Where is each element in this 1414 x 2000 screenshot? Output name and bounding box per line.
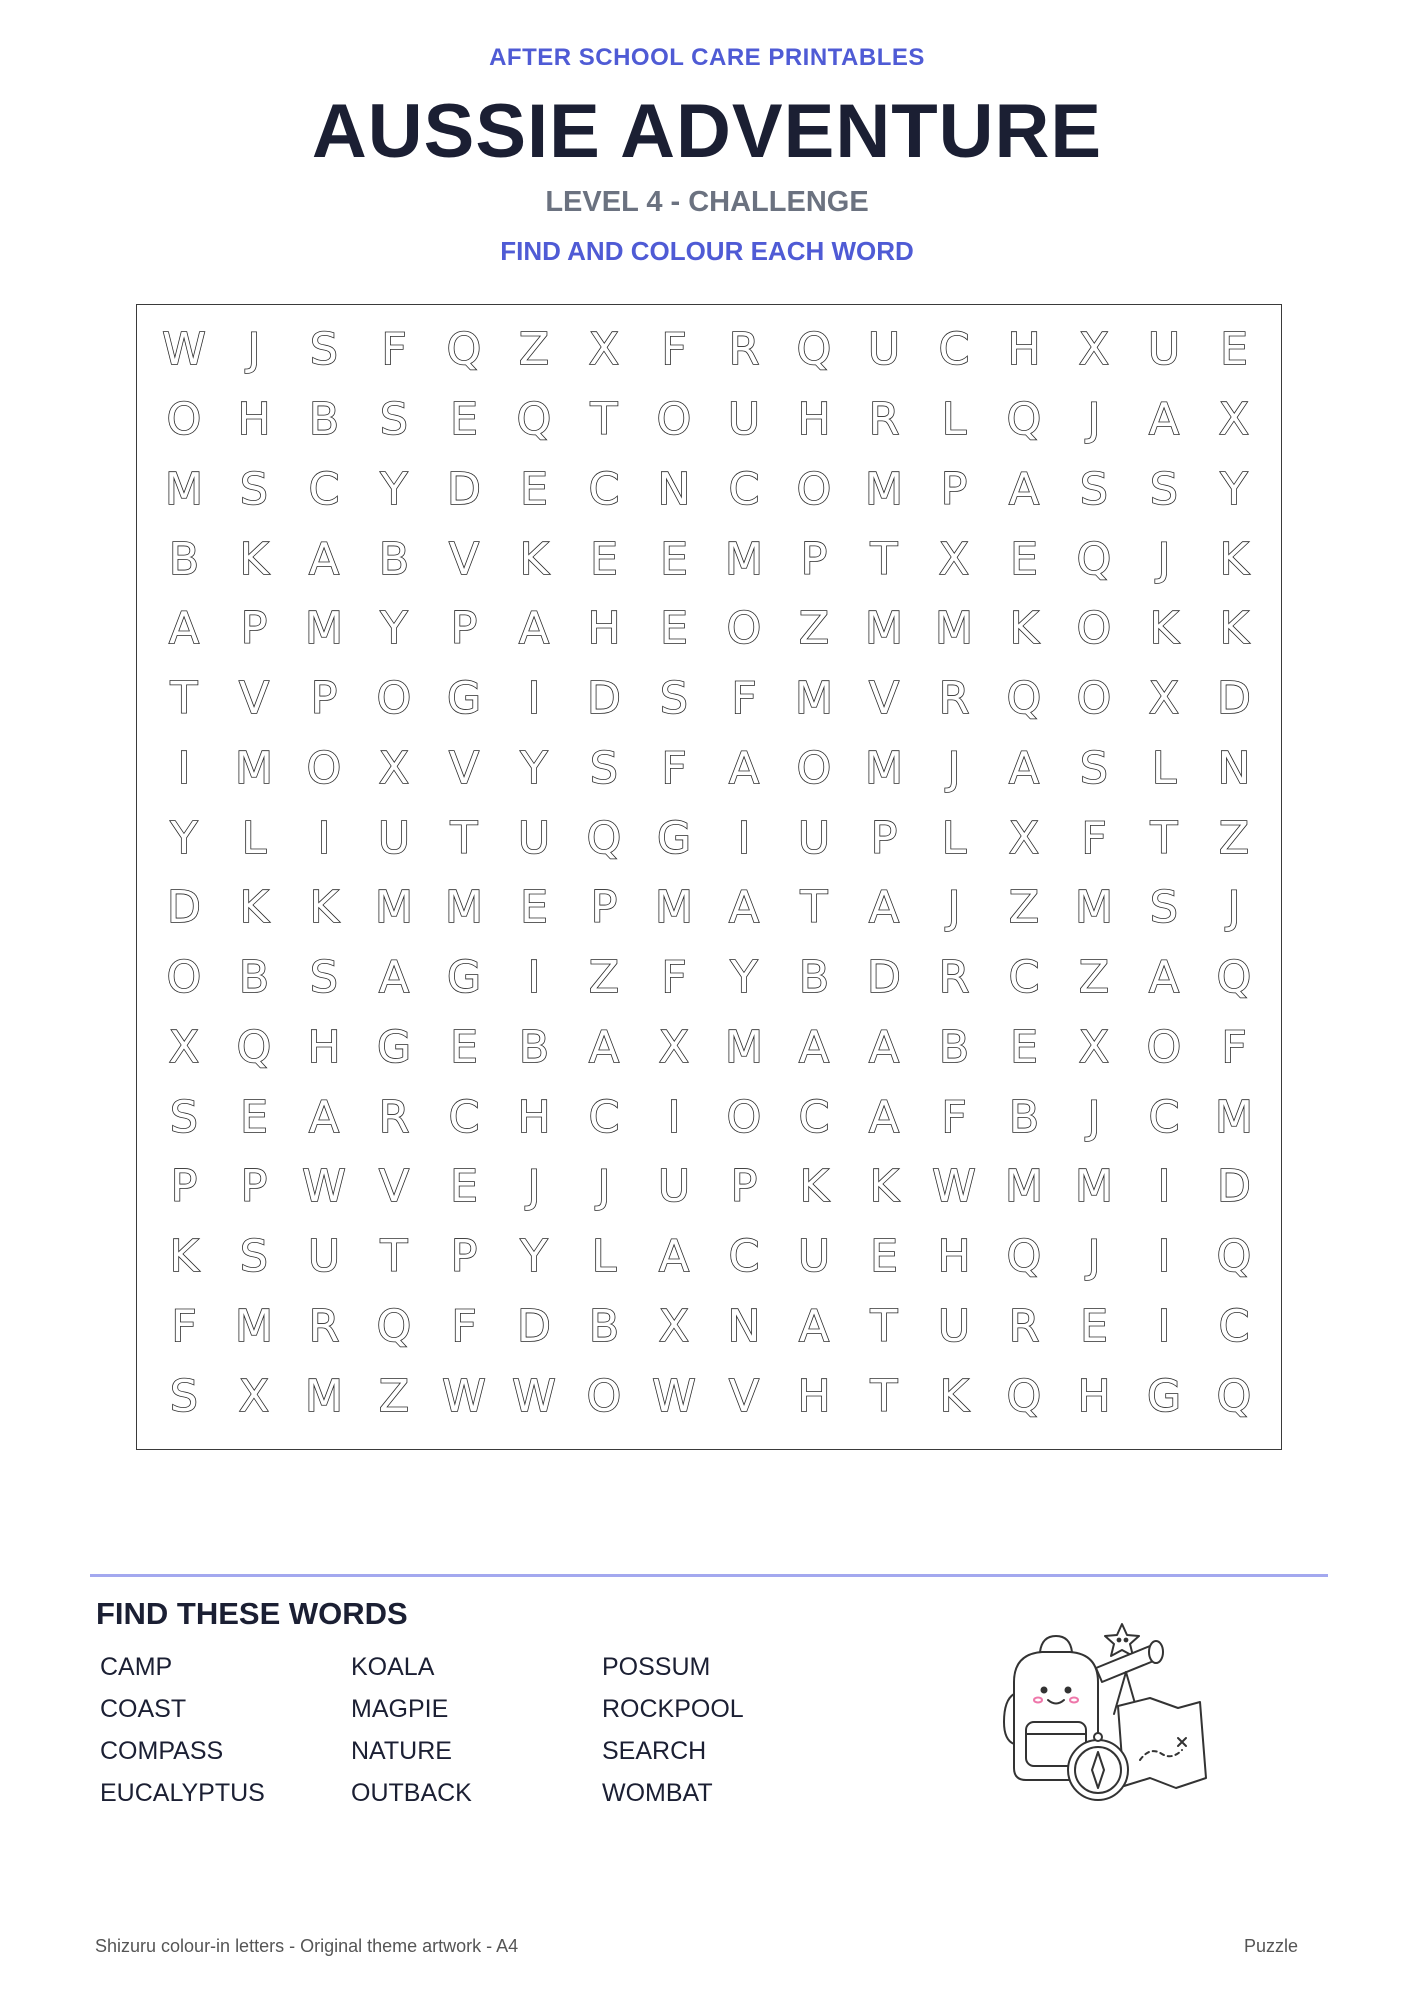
- grid-letter[interactable]: T: [380, 1231, 408, 1283]
- word-item: EUCALYPTUS: [100, 1779, 265, 1807]
- word-item: KOALA: [351, 1653, 435, 1681]
- grid-letter[interactable]: H: [797, 394, 831, 446]
- grid-letter[interactable]: M: [1005, 1161, 1043, 1213]
- grid-letter[interactable]: Q: [1006, 673, 1042, 725]
- grid-letter[interactable]: Q: [516, 394, 552, 446]
- grid-letter[interactable]: I: [1157, 1161, 1171, 1213]
- grid-letter[interactable]: X: [1078, 1021, 1110, 1073]
- grid-letter[interactable]: Q: [1216, 1231, 1252, 1283]
- grid-letter[interactable]: C: [798, 1091, 830, 1143]
- grid-letter[interactable]: M: [795, 673, 833, 725]
- grid-letter[interactable]: Q: [236, 1021, 272, 1073]
- grid-letter[interactable]: T: [1150, 812, 1178, 864]
- grid-letter[interactable]: H: [797, 1370, 831, 1422]
- adventure-kit-icon: [1000, 1610, 1228, 1810]
- grid-letter[interactable]: K: [1219, 533, 1249, 585]
- grid-letter[interactable]: J: [1087, 1231, 1101, 1283]
- grid-letter[interactable]: Q: [1006, 1370, 1042, 1422]
- grid-letter[interactable]: Y: [520, 742, 548, 794]
- grid-letter[interactable]: F: [941, 1091, 967, 1143]
- grid-letter[interactable]: J: [527, 1161, 541, 1213]
- grid-letter[interactable]: C: [938, 324, 970, 376]
- grid-letter[interactable]: M: [1075, 1161, 1113, 1213]
- grid-letter[interactable]: L: [591, 1231, 617, 1283]
- grid-letter[interactable]: V: [238, 673, 270, 725]
- grid-letter[interactable]: I: [1157, 1231, 1171, 1283]
- grid-letter[interactable]: K: [169, 1231, 199, 1283]
- grid-letter[interactable]: M: [235, 742, 273, 794]
- grid-letter[interactable]: S: [380, 394, 408, 446]
- word-item: WOMBAT: [602, 1779, 713, 1807]
- grid-letter[interactable]: X: [588, 324, 620, 376]
- grid-letter[interactable]: I: [177, 742, 191, 794]
- grid-letter[interactable]: F: [731, 673, 757, 725]
- word-item: NATURE: [351, 1737, 452, 1765]
- grid-letter[interactable]: C: [448, 1091, 480, 1143]
- grid-letter[interactable]: G: [446, 673, 482, 725]
- grid-letter[interactable]: A: [168, 603, 200, 655]
- page-title: AUSSIE ADVENTURE: [311, 89, 1103, 174]
- grid-letter[interactable]: L: [941, 812, 967, 864]
- grid-letter[interactable]: K: [939, 1370, 969, 1422]
- grid-letter[interactable]: P: [940, 463, 968, 515]
- grid-letter[interactable]: P: [170, 1161, 198, 1213]
- grid-letter[interactable]: K: [1009, 603, 1039, 655]
- grid-letter[interactable]: S: [170, 1091, 198, 1143]
- grid-letter[interactable]: S: [1080, 742, 1108, 794]
- grid-letter[interactable]: D: [517, 1300, 551, 1352]
- grid-letter[interactable]: N: [657, 463, 691, 515]
- grid-letter[interactable]: X: [658, 1021, 690, 1073]
- grid-letter[interactable]: K: [1149, 603, 1179, 655]
- grid-letter[interactable]: W: [302, 1161, 346, 1213]
- grid-letter[interactable]: S: [310, 324, 338, 376]
- grid-letter[interactable]: A: [798, 1021, 830, 1073]
- grid-letter[interactable]: D: [447, 463, 481, 515]
- word-item: OUTBACK: [351, 1779, 472, 1807]
- grid-letter[interactable]: C: [588, 1091, 620, 1143]
- grid-letter[interactable]: T: [450, 812, 478, 864]
- grid-letter[interactable]: F: [661, 742, 687, 794]
- grid-letter[interactable]: B: [798, 952, 830, 1004]
- grid-letter[interactable]: P: [240, 603, 268, 655]
- word-item: MAGPIE: [351, 1695, 449, 1723]
- word-item: COAST: [100, 1695, 187, 1723]
- grid-letter[interactable]: G: [446, 952, 482, 1004]
- word-list-column-3: [602, 1646, 744, 1814]
- grid-letter[interactable]: T: [870, 1300, 898, 1352]
- grid-letter[interactable]: S: [1150, 463, 1178, 515]
- grid-letter[interactable]: X: [1218, 394, 1250, 446]
- grid-letter[interactable]: J: [947, 742, 961, 794]
- grid-letter[interactable]: T: [590, 394, 618, 446]
- grid-letter[interactable]: A: [518, 603, 550, 655]
- grid-letter[interactable]: Q: [1006, 1231, 1042, 1283]
- grid-letter[interactable]: K: [1219, 603, 1249, 655]
- grid-letter[interactable]: N: [727, 1300, 761, 1352]
- grid-letter[interactable]: V: [868, 673, 900, 725]
- grid-letter[interactable]: J: [247, 324, 261, 376]
- grid-letter[interactable]: X: [1008, 812, 1040, 864]
- grid-letter[interactable]: C: [1148, 1091, 1180, 1143]
- grid-letter[interactable]: D: [1217, 1161, 1251, 1213]
- word-list-column-2: [351, 1646, 472, 1814]
- grid-letter[interactable]: Z: [1078, 952, 1110, 1004]
- grid-letter[interactable]: Y: [730, 952, 758, 1004]
- grid-letter[interactable]: K: [799, 1161, 829, 1213]
- grid-letter[interactable]: F: [171, 1300, 197, 1352]
- grid-letter[interactable]: G: [376, 1021, 412, 1073]
- grid-letter[interactable]: U: [797, 1231, 831, 1283]
- grid-letter[interactable]: U: [1147, 324, 1181, 376]
- section-divider: [90, 1574, 1328, 1577]
- grid-letter[interactable]: A: [658, 1231, 690, 1283]
- grid-letter[interactable]: Q: [446, 324, 482, 376]
- grid-letter[interactable]: J: [1087, 394, 1101, 446]
- grid-letter[interactable]: O: [796, 463, 832, 515]
- grid-letter[interactable]: V: [378, 1161, 410, 1213]
- grid-letter[interactable]: E: [1080, 1300, 1108, 1352]
- grid-letter[interactable]: J: [1087, 1091, 1101, 1143]
- grid-letter[interactable]: U: [377, 812, 411, 864]
- grid-letter[interactable]: I: [667, 1091, 681, 1143]
- grid-letter[interactable]: X: [378, 742, 410, 794]
- grid-letter[interactable]: C: [588, 463, 620, 515]
- grid-letter[interactable]: O: [656, 394, 692, 446]
- grid-letter[interactable]: I: [527, 673, 541, 725]
- grid-letter[interactable]: U: [867, 324, 901, 376]
- grid-letter[interactable]: F: [1221, 1021, 1247, 1073]
- grid-letter[interactable]: Z: [378, 1370, 410, 1422]
- grid-letter[interactable]: Q: [796, 324, 832, 376]
- grid-letter[interactable]: P: [240, 1161, 268, 1213]
- grid-letter[interactable]: M: [235, 1300, 273, 1352]
- grid-letter[interactable]: D: [587, 673, 621, 725]
- grid-letter[interactable]: B: [378, 533, 410, 585]
- grid-letter[interactable]: B: [1008, 1091, 1040, 1143]
- grid-letter[interactable]: F: [451, 1300, 477, 1352]
- grid-letter[interactable]: W: [652, 1370, 696, 1422]
- grid-letter[interactable]: Z: [588, 952, 620, 1004]
- grid-letter[interactable]: O: [726, 603, 762, 655]
- grid-letter[interactable]: F: [661, 952, 687, 1004]
- grid-letter[interactable]: X: [238, 1370, 270, 1422]
- grid-letter[interactable]: L: [941, 394, 967, 446]
- grid-letter[interactable]: Y: [380, 463, 408, 515]
- grid-letter[interactable]: E: [450, 1161, 478, 1213]
- grid-letter[interactable]: V: [448, 742, 480, 794]
- grid-letter[interactable]: T: [870, 1370, 898, 1422]
- grid-letter[interactable]: Z: [1008, 882, 1040, 934]
- grid-letter[interactable]: W: [162, 324, 206, 376]
- grid-letter[interactable]: E: [870, 1231, 898, 1283]
- grid-letter[interactable]: S: [240, 463, 268, 515]
- grid-letter[interactable]: M: [305, 1370, 343, 1422]
- grid-letter[interactable]: E: [450, 394, 478, 446]
- grid-letter[interactable]: X: [1078, 324, 1110, 376]
- grid-letter[interactable]: E: [520, 882, 548, 934]
- grid-letter[interactable]: J: [1157, 533, 1171, 585]
- grid-letter[interactable]: Q: [586, 812, 622, 864]
- grid-letter[interactable]: U: [797, 812, 831, 864]
- grid-letter[interactable]: H: [1007, 324, 1041, 376]
- grid-letter[interactable]: X: [1148, 673, 1180, 725]
- word-list-column-1: [100, 1646, 265, 1814]
- grid-letter[interactable]: Y: [170, 812, 198, 864]
- grid-letter[interactable]: A: [728, 742, 760, 794]
- grid-letter[interactable]: E: [1010, 533, 1038, 585]
- grid-letter[interactable]: H: [587, 603, 621, 655]
- grid-letter[interactable]: K: [869, 1161, 899, 1213]
- grid-letter[interactable]: V: [728, 1370, 760, 1422]
- grid-letter[interactable]: L: [241, 812, 267, 864]
- grid-letter[interactable]: M: [935, 603, 973, 655]
- grid-letter[interactable]: D: [167, 882, 201, 934]
- grid-letter[interactable]: U: [727, 394, 761, 446]
- grid-letter[interactable]: A: [868, 1021, 900, 1073]
- grid-letter[interactable]: M: [165, 463, 203, 515]
- grid-letter[interactable]: P: [310, 673, 338, 725]
- grid-letter[interactable]: L: [1151, 742, 1177, 794]
- grid-letter[interactable]: B: [588, 1300, 620, 1352]
- word-item: POSSUM: [602, 1653, 711, 1681]
- grid-letter[interactable]: P: [800, 533, 828, 585]
- grid-letter[interactable]: I: [737, 812, 751, 864]
- grid-letter[interactable]: G: [656, 812, 692, 864]
- grid-letter[interactable]: X: [938, 533, 970, 585]
- word-item: SEARCH: [602, 1737, 707, 1765]
- grid-letter[interactable]: O: [726, 1091, 762, 1143]
- grid-letter[interactable]: R: [728, 324, 760, 376]
- grid-letter[interactable]: M: [1215, 1091, 1253, 1143]
- grid-letter[interactable]: Z: [798, 603, 830, 655]
- grid-letter[interactable]: O: [166, 952, 202, 1004]
- grid-letter[interactable]: E: [240, 1091, 268, 1143]
- grid-letter[interactable]: W: [512, 1370, 556, 1422]
- grid-letter[interactable]: Q: [1006, 394, 1042, 446]
- grid-letter[interactable]: E: [520, 463, 548, 515]
- grid-letter[interactable]: Q: [1216, 1370, 1252, 1422]
- grid-letter[interactable]: Y: [1220, 463, 1248, 515]
- grid-letter[interactable]: P: [450, 603, 478, 655]
- grid-letter[interactable]: O: [586, 1370, 622, 1422]
- grid-letter[interactable]: N: [1217, 742, 1251, 794]
- grid-letter[interactable]: M: [305, 603, 343, 655]
- grid-letter[interactable]: O: [376, 673, 412, 725]
- grid-letter[interactable]: B: [938, 1021, 970, 1073]
- grid-letter[interactable]: H: [937, 1231, 971, 1283]
- grid-letter[interactable]: K: [239, 882, 269, 934]
- grid-letter[interactable]: O: [166, 394, 202, 446]
- grid-letter[interactable]: A: [1148, 394, 1180, 446]
- grid-letter[interactable]: H: [237, 394, 271, 446]
- grid-letter[interactable]: P: [870, 812, 898, 864]
- grid-letter[interactable]: R: [1008, 1300, 1040, 1352]
- grid-letter[interactable]: E: [1220, 324, 1248, 376]
- grid-letter[interactable]: M: [445, 882, 483, 934]
- grid-letter[interactable]: U: [657, 1161, 691, 1213]
- grid-letter[interactable]: C: [1008, 952, 1040, 1004]
- grid-letter[interactable]: E: [660, 533, 688, 585]
- grid-letter[interactable]: P: [730, 1161, 758, 1213]
- grid-letter[interactable]: U: [307, 1231, 341, 1283]
- grid-letter[interactable]: A: [728, 882, 760, 934]
- word-item: COMPASS: [100, 1737, 224, 1765]
- grid-letter[interactable]: R: [308, 1300, 340, 1352]
- grid-letter[interactable]: A: [1008, 463, 1040, 515]
- instruction-label: FIND AND COLOUR EACH WORD: [500, 236, 914, 266]
- grid-letter[interactable]: T: [170, 673, 198, 725]
- grid-letter[interactable]: E: [660, 603, 688, 655]
- grid-letter[interactable]: C: [1218, 1300, 1250, 1352]
- grid-letter[interactable]: F: [381, 324, 407, 376]
- grid-letter[interactable]: F: [661, 324, 687, 376]
- grid-letter[interactable]: J: [1227, 882, 1241, 934]
- grid-letter[interactable]: T: [870, 533, 898, 585]
- grid-letter[interactable]: M: [865, 742, 903, 794]
- grid-letter[interactable]: S: [240, 1231, 268, 1283]
- grid-letter[interactable]: W: [932, 1161, 976, 1213]
- grid-letter[interactable]: G: [1146, 1370, 1182, 1422]
- grid-letter[interactable]: R: [938, 673, 970, 725]
- grid-letter[interactable]: P: [590, 882, 618, 934]
- grid-letter[interactable]: S: [170, 1370, 198, 1422]
- grid-letter[interactable]: B: [308, 394, 340, 446]
- grid-letter[interactable]: Y: [520, 1231, 548, 1283]
- grid-letter[interactable]: A: [868, 1091, 900, 1143]
- grid-letter[interactable]: H: [517, 1091, 551, 1143]
- grid-letter[interactable]: B: [168, 533, 200, 585]
- grid-letter[interactable]: J: [947, 882, 961, 934]
- grid-letter[interactable]: A: [868, 882, 900, 934]
- grid-letter[interactable]: A: [798, 1300, 830, 1352]
- grid-letter[interactable]: M: [1075, 882, 1113, 934]
- word-item: ROCKPOOL: [602, 1695, 744, 1723]
- grid-letter[interactable]: D: [1217, 673, 1251, 725]
- grid-letter[interactable]: H: [307, 1021, 341, 1073]
- grid-letter[interactable]: S: [1150, 882, 1178, 934]
- grid-letter[interactable]: M: [375, 882, 413, 934]
- footer-category: Puzzle: [1243, 1936, 1298, 1956]
- grid-letter[interactable]: K: [309, 882, 339, 934]
- grid-letter[interactable]: C: [728, 1231, 760, 1283]
- grid-letter[interactable]: S: [1080, 463, 1108, 515]
- grid-letter[interactable]: I: [1157, 1300, 1171, 1352]
- grid-letter[interactable]: Z: [1218, 812, 1250, 864]
- grid-letter[interactable]: S: [590, 742, 618, 794]
- grid-letter[interactable]: M: [655, 882, 693, 934]
- grid-letter[interactable]: H: [1077, 1370, 1111, 1422]
- grid-letter[interactable]: U: [517, 812, 551, 864]
- grid-letter[interactable]: Q: [1216, 952, 1252, 1004]
- grid-letter[interactable]: B: [238, 952, 270, 1004]
- grid-letter[interactable]: U: [937, 1300, 971, 1352]
- grid-letter[interactable]: M: [865, 603, 903, 655]
- grid-letter[interactable]: A: [378, 952, 410, 1004]
- grid-letter[interactable]: M: [725, 1021, 763, 1073]
- grid-letter[interactable]: D: [867, 952, 901, 1004]
- grid-letter[interactable]: E: [1010, 1021, 1038, 1073]
- word-item: CAMP: [100, 1653, 173, 1681]
- grid-letter[interactable]: P: [450, 1231, 478, 1283]
- grid-letter[interactable]: B: [518, 1021, 550, 1073]
- grid-letter[interactable]: R: [938, 952, 970, 1004]
- grid-letter[interactable]: X: [658, 1300, 690, 1352]
- grid-letter[interactable]: O: [1076, 603, 1112, 655]
- grid-letter[interactable]: Z: [518, 324, 550, 376]
- grid-letter[interactable]: R: [868, 394, 900, 446]
- grid-letter[interactable]: E: [450, 1021, 478, 1073]
- grid-letter[interactable]: A: [1148, 952, 1180, 1004]
- footer-credit: Shizuru colour-in letters - Original theme artwork - A4: [95, 1936, 519, 1956]
- grid-letter[interactable]: K: [239, 533, 269, 585]
- grid-letter[interactable]: X: [168, 1021, 200, 1073]
- grid-letter[interactable]: K: [519, 533, 549, 585]
- grid-letter[interactable]: Q: [1076, 533, 1112, 585]
- grid-letter[interactable]: S: [660, 673, 688, 725]
- word-list-title: FIND THESE WORDS: [96, 1596, 408, 1631]
- grid-letter[interactable]: A: [308, 533, 340, 585]
- grid-letter[interactable]: O: [1076, 673, 1112, 725]
- grid-letter[interactable]: A: [1008, 742, 1040, 794]
- grid-letter[interactable]: O: [1146, 1021, 1182, 1073]
- level-label: LEVEL 4 - CHALLENGE: [545, 186, 869, 218]
- grid-letter[interactable]: T: [800, 882, 828, 934]
- word-search-grid: [136, 304, 1282, 1450]
- grid-letter[interactable]: A: [588, 1021, 620, 1073]
- grid-letter[interactable]: V: [448, 533, 480, 585]
- grid-letter[interactable]: C: [308, 463, 340, 515]
- grid-letter[interactable]: W: [442, 1370, 486, 1422]
- grid-letter[interactable]: Q: [376, 1300, 412, 1352]
- grid-letter[interactable]: E: [590, 533, 618, 585]
- grid-letter[interactable]: R: [378, 1091, 410, 1143]
- grid-letter[interactable]: M: [725, 533, 763, 585]
- grid-letter[interactable]: A: [308, 1091, 340, 1143]
- grid-letter[interactable]: O: [306, 742, 342, 794]
- grid-letter[interactable]: S: [310, 952, 338, 1004]
- grid-letter[interactable]: I: [527, 952, 541, 1004]
- grid-letter[interactable]: M: [865, 463, 903, 515]
- grid-letter[interactable]: Y: [380, 603, 408, 655]
- series-label: AFTER SCHOOL CARE PRINTABLES: [489, 44, 925, 71]
- grid-letter[interactable]: C: [728, 463, 760, 515]
- grid-letter[interactable]: F: [1081, 812, 1107, 864]
- grid-letter[interactable]: I: [317, 812, 331, 864]
- grid-letter[interactable]: O: [796, 742, 832, 794]
- grid-letter[interactable]: J: [597, 1161, 611, 1213]
